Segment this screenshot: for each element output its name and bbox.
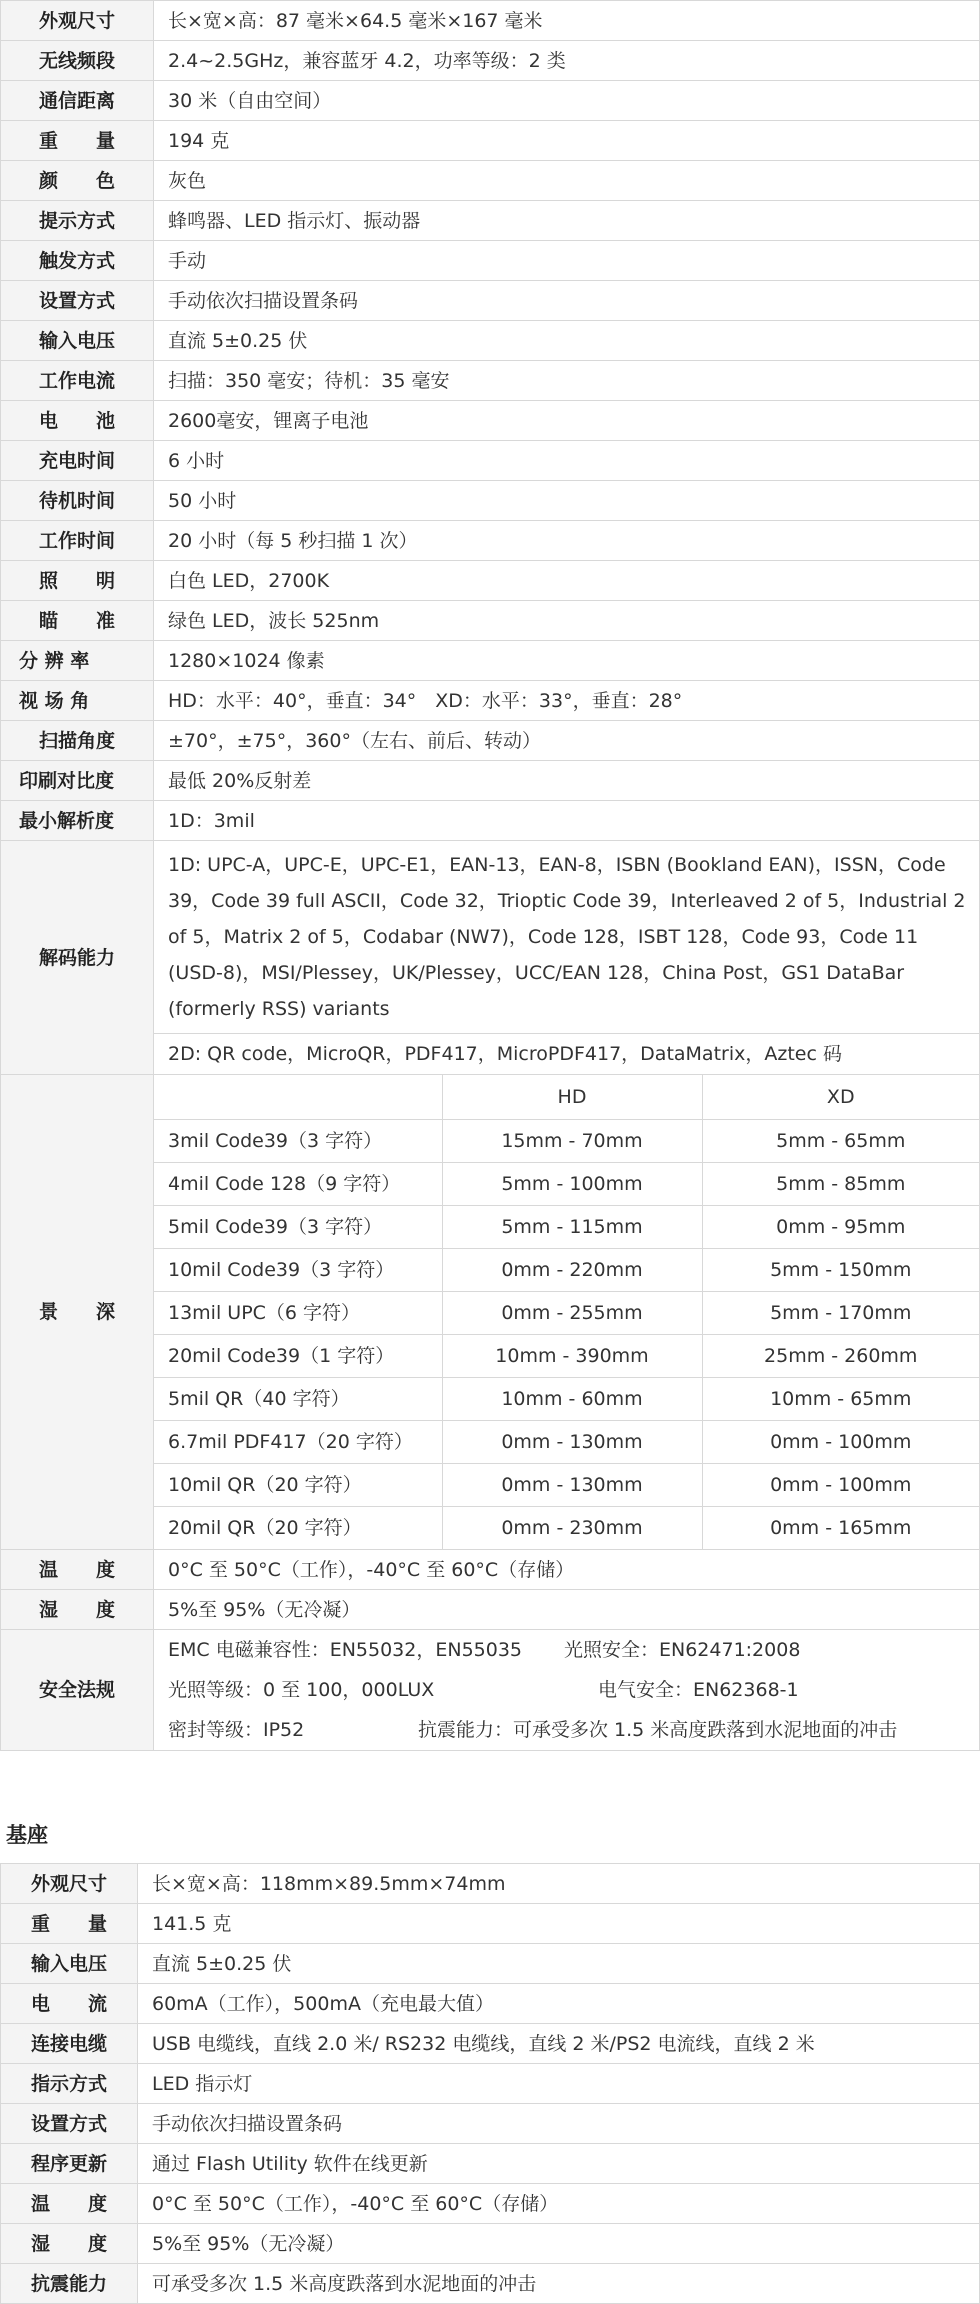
safety-drop: 抗震能力：可承受多次 1.5 米高度跌落到水泥地面的冲击 xyxy=(418,1719,898,1741)
depth-hd-range: 15mm - 70mm xyxy=(442,1120,702,1163)
spec-row-value: 最低 20%反射差 xyxy=(154,761,980,801)
decode-1d-text: 1D: UPC-A，UPC-E，UPC-E1，EAN-13，EAN-8，ISBN (Bookland EAN)，ISSN，Code 39，Code 39 full ASCII，Code 32，Trioptic Code 39，Interleaved 2 of 5，Industrial 2 of 5，Matrix 2 of 5，Codabar (NW7)，Code 128，ISBT 128，Code 93，Code 11 (USD-8)，MSI/Plessey，UK/Plessey，UCC/EAN 128，China Post，GS1 DataBar (formerly RSS) variants xyxy=(168,854,966,1020)
safety-electrical: 电气安全：EN62368-1 xyxy=(598,1679,799,1701)
depth-xd-range: 0mm - 100mm xyxy=(702,1421,979,1464)
depth-label: 景 深 xyxy=(1,1075,154,1550)
depth-header-row xyxy=(154,1075,979,1120)
depth-xd-range: 5mm - 65mm xyxy=(702,1120,979,1163)
spec-row xyxy=(1,281,980,321)
base-spec-row-value: USB 电缆线，直线 2.0 米/ RS232 电缆线，直线 2 米/PS2 电流线，直线 2 米 xyxy=(138,2024,980,2064)
base-section-title: 基座 xyxy=(6,1823,48,1847)
spec-row-value: 2.4~2.5GHz，兼容蓝牙 4.2，功率等级：2 类 xyxy=(154,41,980,81)
spec-row xyxy=(1,761,980,801)
spec-row-value: 30 米（自由空间） xyxy=(154,81,980,121)
depth-barcode-name: 4mil Code 128（9 字符） xyxy=(154,1163,442,1206)
spec-row-label: 充电时间 xyxy=(1,441,154,481)
spec-row xyxy=(1,721,980,761)
depth-data-row xyxy=(154,1464,979,1507)
spec-row-value: 蜂鸣器、LED 指示灯、振动器 xyxy=(154,201,980,241)
depth-xd-range: 0mm - 165mm xyxy=(702,1507,979,1550)
depth-row xyxy=(1,1075,980,1550)
depth-hd-range: 0mm - 130mm xyxy=(442,1464,702,1507)
base-spec-row xyxy=(1,2024,980,2064)
spec-row-value: 手动依次扫描设置条码 xyxy=(154,281,980,321)
spec-row-label: 通信距离 xyxy=(1,81,154,121)
base-spec-row-value: 60mA（工作），500mA（充电最大值） xyxy=(138,1984,980,2024)
spec-row-value: 194 克 xyxy=(154,121,980,161)
depth-barcode-name: 10mil QR（20 字符） xyxy=(154,1464,442,1507)
spec-row-label: 最小解析度 xyxy=(1,801,154,841)
spec-row xyxy=(1,1590,980,1630)
depth-barcode-name: 3mil Code39（3 字符） xyxy=(154,1120,442,1163)
base-spec-table xyxy=(0,1863,980,2304)
spec-row-label: 扫描角度 xyxy=(1,721,154,761)
spec-row-label: 湿 度 xyxy=(1,1590,154,1630)
depth-barcode-name: 10mil Code39（3 字符） xyxy=(154,1249,442,1292)
base-spec-row-label: 指示方式 xyxy=(1,2064,138,2104)
depth-hd-range: 5mm - 115mm xyxy=(442,1206,702,1249)
depth-hd-range: 0mm - 255mm xyxy=(442,1292,702,1335)
depth-barcode-name: 5mil QR（40 字符） xyxy=(154,1378,442,1421)
spec-row-value: 6 小时 xyxy=(154,441,980,481)
depth-barcode-name: 13mil UPC（6 字符） xyxy=(154,1292,442,1335)
depth-barcode-name: 20mil Code39（1 字符） xyxy=(154,1335,442,1378)
base-spec-row-label: 抗震能力 xyxy=(1,2264,138,2304)
spec-row xyxy=(1,1550,980,1590)
spec-row-value: 手动 xyxy=(154,241,980,281)
depth-xd-range: 10mm - 65mm xyxy=(702,1378,979,1421)
base-spec-row xyxy=(1,2184,980,2224)
depth-xd-range: 5mm - 150mm xyxy=(702,1249,979,1292)
spec-row-value: 2600毫安，锂离子电池 xyxy=(154,401,980,441)
depth-barcode-name: 5mil Code39（3 字符） xyxy=(154,1206,442,1249)
spec-row xyxy=(1,121,980,161)
base-spec-row-value: 直流 5±0.25 伏 xyxy=(138,1944,980,1984)
spec-row xyxy=(1,41,980,81)
spec-row xyxy=(1,561,980,601)
safety-emc: EMC 电磁兼容性：EN55032，EN55035 xyxy=(168,1639,523,1661)
spec-row-label: 待机时间 xyxy=(1,481,154,521)
depth-data-row xyxy=(154,1421,979,1464)
decode-2d-text: 2D: QR code，MicroQR，PDF417，MicroPDF417，DataMatrix，Aztec 码 xyxy=(154,1033,979,1074)
spec-row xyxy=(1,201,980,241)
spec-row xyxy=(1,81,980,121)
safety-row xyxy=(1,1630,980,1751)
depth-xd-range: 5mm - 85mm xyxy=(702,1163,979,1206)
base-spec-row-value: LED 指示灯 xyxy=(138,2064,980,2104)
spec-row-label: 外观尺寸 xyxy=(1,1,154,41)
base-spec-row xyxy=(1,2064,980,2104)
spec-row-value: 长×宽×高：87 毫米×64.5 毫米×167 毫米 xyxy=(154,1,980,41)
depth-hd-range: 0mm - 130mm xyxy=(442,1421,702,1464)
depth-xd-range: 5mm - 170mm xyxy=(702,1292,979,1335)
depth-hd-range: 0mm - 230mm xyxy=(442,1507,702,1550)
spec-row xyxy=(1,481,980,521)
depth-xd-range: 0mm - 95mm xyxy=(702,1206,979,1249)
depth-barcode-name: 20mil QR（20 字符） xyxy=(154,1507,442,1550)
spec-row-value: 白色 LED，2700K xyxy=(154,561,980,601)
depth-hd-range: 5mm - 100mm xyxy=(442,1163,702,1206)
depth-header-hd: HD xyxy=(442,1075,702,1120)
spec-row-value: 灰色 xyxy=(154,161,980,201)
spec-row xyxy=(1,161,980,201)
depth-xd-range: 25mm - 260mm xyxy=(702,1335,979,1378)
base-spec-row xyxy=(1,2224,980,2264)
base-spec-row-label: 输入电压 xyxy=(1,1944,138,1984)
spec-row-label: 颜 色 xyxy=(1,161,154,201)
safety-sealing: 密封等级：IP52 xyxy=(168,1719,305,1741)
spec-row-value: 1D：3mil xyxy=(154,801,980,841)
depth-data-row xyxy=(154,1206,979,1249)
base-spec-row-label: 温 度 xyxy=(1,2184,138,2224)
base-spec-row-label: 湿 度 xyxy=(1,2224,138,2264)
safety-light-level: 光照等级：0 至 100，000LUX xyxy=(168,1679,435,1701)
base-spec-row xyxy=(1,1984,980,2024)
base-spec-row xyxy=(1,1944,980,1984)
spec-row-label: 印刷对比度 xyxy=(1,761,154,801)
spec-row-label: 工作电流 xyxy=(1,361,154,401)
base-spec-row-label: 电 流 xyxy=(1,1984,138,2024)
spec-row xyxy=(1,641,980,681)
spec-row-label: 视 场 角 xyxy=(1,681,154,721)
base-spec-row xyxy=(1,2144,980,2184)
depth-of-field-table xyxy=(154,1075,979,1549)
spec-row xyxy=(1,801,980,841)
spec-row-value: 5%至 95%（无冷凝） xyxy=(154,1590,980,1630)
safety-label: 安全法规 xyxy=(1,1630,154,1751)
depth-data-row xyxy=(154,1120,979,1163)
spec-row-value: 扫描：350 毫安；待机：35 毫安 xyxy=(154,361,980,401)
base-spec-row-value: 5%至 95%（无冷凝） xyxy=(138,2224,980,2264)
base-spec-row-label: 程序更新 xyxy=(1,2144,138,2184)
base-spec-row xyxy=(1,1864,980,1904)
spec-row xyxy=(1,401,980,441)
depth-hd-range: 10mm - 60mm xyxy=(442,1378,702,1421)
decode-label: 解码能力 xyxy=(1,841,154,1075)
depth-data-row xyxy=(154,1507,979,1550)
spec-row xyxy=(1,601,980,641)
spec-row xyxy=(1,1,980,41)
depth-data-row xyxy=(154,1249,979,1292)
spec-row-value: HD：水平：40°，垂直：34° XD：水平：33°，垂直：28° xyxy=(154,681,980,721)
spec-row-label: 触发方式 xyxy=(1,241,154,281)
depth-header-xd: XD xyxy=(702,1075,979,1120)
base-spec-row-label: 重 量 xyxy=(1,1904,138,1944)
depth-hd-range: 0mm - 220mm xyxy=(442,1249,702,1292)
spec-row-label: 分 辨 率 xyxy=(1,641,154,681)
spec-row-label: 设置方式 xyxy=(1,281,154,321)
spec-row-value: 1280×1024 像素 xyxy=(154,641,980,681)
spec-row xyxy=(1,441,980,481)
spec-row xyxy=(1,521,980,561)
spec-row-label: 提示方式 xyxy=(1,201,154,241)
spec-row-label: 重 量 xyxy=(1,121,154,161)
spec-row-value: 直流 5±0.25 伏 xyxy=(154,321,980,361)
spec-row-value: 0°C 至 50°C（工作），-40°C 至 60°C（存储） xyxy=(154,1550,980,1590)
decode-row xyxy=(1,841,980,1075)
spec-row xyxy=(1,681,980,721)
spec-row xyxy=(1,321,980,361)
spec-row-label: 工作时间 xyxy=(1,521,154,561)
spec-row xyxy=(1,241,980,281)
spec-row-value: 绿色 LED，波长 525nm xyxy=(154,601,980,641)
spec-row-label: 电 池 xyxy=(1,401,154,441)
depth-data-row xyxy=(154,1163,979,1206)
base-spec-row xyxy=(1,2104,980,2144)
depth-hd-range: 10mm - 390mm xyxy=(442,1335,702,1378)
spec-row-label: 无线频段 xyxy=(1,41,154,81)
spec-row xyxy=(1,361,980,401)
base-spec-row-label: 连接电缆 xyxy=(1,2024,138,2064)
depth-data-row xyxy=(154,1292,979,1335)
spec-row-label: 输入电压 xyxy=(1,321,154,361)
base-spec-row-value: 手动依次扫描设置条码 xyxy=(138,2104,980,2144)
spec-row-label: 温 度 xyxy=(1,1550,154,1590)
spec-row-label: 照 明 xyxy=(1,561,154,601)
depth-xd-range: 0mm - 100mm xyxy=(702,1464,979,1507)
depth-barcode-name: 6.7mil PDF417（20 字符） xyxy=(154,1421,442,1464)
spec-row-label: 瞄 准 xyxy=(1,601,154,641)
safety-photobio: 光照安全：EN62471:2008 xyxy=(564,1639,801,1661)
base-spec-row-value: 长×宽×高：118mm×89.5mm×74mm xyxy=(138,1864,980,1904)
base-spec-row-value: 141.5 克 xyxy=(138,1904,980,1944)
base-spec-row-label: 设置方式 xyxy=(1,2104,138,2144)
spec-row-value: 50 小时 xyxy=(154,481,980,521)
base-spec-row xyxy=(1,2264,980,2304)
base-spec-row-label: 外观尺寸 xyxy=(1,1864,138,1904)
base-spec-row-value: 通过 Flash Utility 软件在线更新 xyxy=(138,2144,980,2184)
depth-data-row xyxy=(154,1335,979,1378)
spec-row-value: 20 小时（每 5 秒扫描 1 次） xyxy=(154,521,980,561)
depth-data-row xyxy=(154,1378,979,1421)
base-spec-row-value: 可承受多次 1.5 米高度跌落到水泥地面的冲击 xyxy=(138,2264,980,2304)
spec-row-value: ±70°，±75°，360°（左右、前后、转动） xyxy=(154,721,980,761)
base-spec-row xyxy=(1,1904,980,1944)
base-spec-row-value: 0°C 至 50°C（工作），-40°C 至 60°C（存储） xyxy=(138,2184,980,2224)
